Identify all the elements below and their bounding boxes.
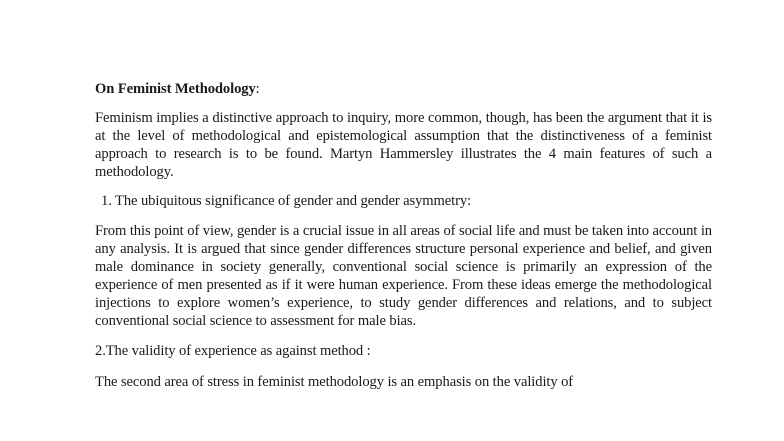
heading-colon: : (255, 81, 260, 97)
paragraph-gender: From this point of view, gender is a crucial issue in all areas of social life and must be taken into account in any analysis. It is argued that since gender differences structure personal experience and belief, and given male dominance in society generally, conventional social science is primarily an expression of the experience of men presented as if it were human experience. From these ideas emerge the methodological injections to explore women’s experience, to study gender differences and relations, and to subject conventional social science to assessment for male bias. (95, 223, 712, 329)
heading-title: On Feminist Methodology (95, 81, 256, 97)
numbered-point-2: 2.The validity of experience as against method : (95, 343, 371, 359)
numbered-point-1: 1. The ubiquitous significance of gender and gender asymmetry: (101, 193, 472, 209)
paragraph-experience: The second area of stress in feminist methodology is an emphasis on the validity of (95, 374, 574, 390)
document-body (95, 80, 712, 391)
paragraph-intro: Feminism implies a distinctive approach to inquiry, more common, though, has been the argument that it is at the level of methodological and epistemological assumption that the distinctiveness of a feminist approach to research is to be found. Martyn Hammersley illustrates the 4 main features of such a methodology. (95, 110, 712, 180)
section-heading (95, 80, 712, 98)
